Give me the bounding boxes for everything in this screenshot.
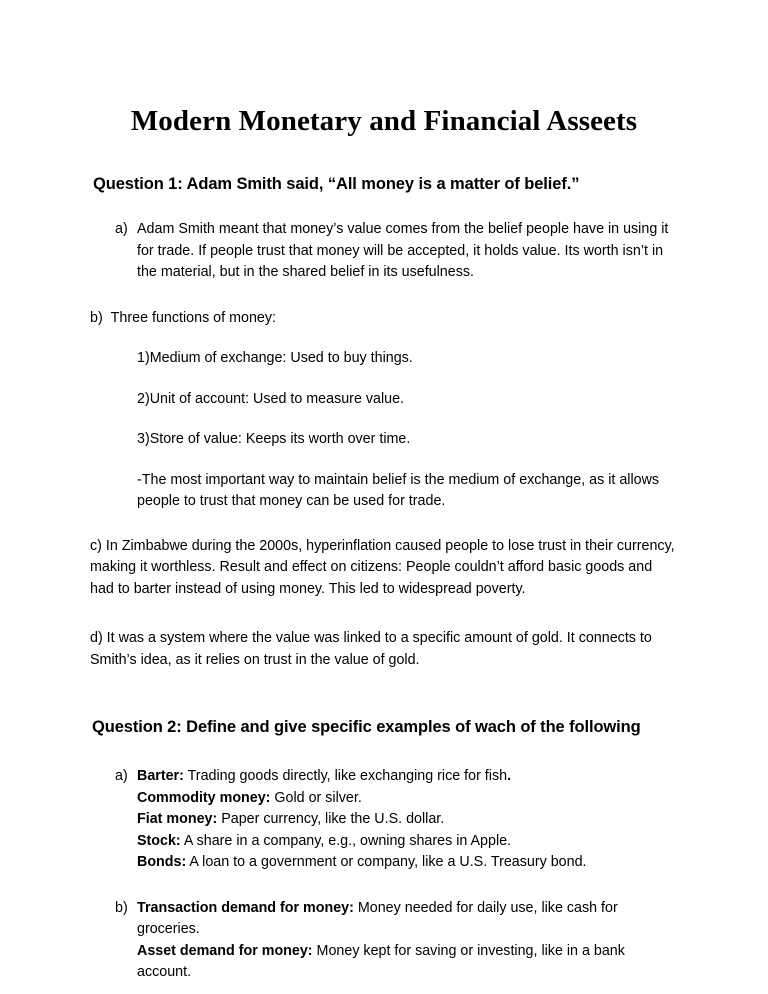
definition-term: Transaction demand for money: xyxy=(137,899,354,916)
list-marker-b: b) xyxy=(115,899,128,916)
definition-text: Money needed for daily use, like cash for groceries. xyxy=(137,899,618,937)
question-1-subitem-1: 1)Medium of exchange: Used to buy things. xyxy=(137,350,413,366)
definition-text: Paper currency, like the U.S. dollar. xyxy=(217,811,445,827)
question-1-item-b-text: Three functions of money: xyxy=(110,309,276,326)
definition-term: Barter: xyxy=(137,768,184,784)
definition-text: Money kept for saving or investing, like in a bank account. xyxy=(137,942,625,980)
question-1-item-a xyxy=(90,219,678,284)
definition-term: Asset demand for money: xyxy=(137,942,313,959)
definition-term: Commodity money: xyxy=(137,789,271,806)
definition-term: Stock: xyxy=(137,832,181,849)
definition-entry xyxy=(137,852,678,874)
question-1-subitem-2: 2)Unit of account: Used to measure value. xyxy=(137,390,405,407)
question-1-item-a-text: Adam Smith meant that money’s value comes from the belief people have in using it for trade. If people trust that money will be accepted, it holds value. Its worth isn’t in the material, but in the shared belief in its usefulness. xyxy=(137,221,669,280)
definition-term: Fiat money: xyxy=(137,811,218,827)
list-marker-a: a) xyxy=(115,768,128,784)
document-content xyxy=(90,0,678,984)
question-1-subitem-dash: -The most important way to maintain belief is the medium of exchange, as it allows people to trust that money can be used for trade. xyxy=(137,471,660,509)
question-1-item-d: d) It was a system where the value was linked to a specific amount of gold. It connects to Smith’s idea, as it relies on trust in the value of gold. xyxy=(90,630,652,668)
definition-list-b xyxy=(137,898,678,984)
question-1-subitem-3: 3)Store of value: Keeps its worth over time. xyxy=(137,431,411,447)
definition-entry xyxy=(137,788,678,810)
list-marker-b: b) xyxy=(90,309,103,326)
definition-entry xyxy=(137,809,678,831)
definition-entry xyxy=(137,766,678,788)
definition-entry xyxy=(137,941,678,984)
question-2-item-a xyxy=(90,766,678,874)
question-1-item-c: c) In Zimbabwe during the 2000s, hyperinflation caused people to lose trust in their currency, making it worthless. Result and effect on citizens: People couldn’t afford basic goods and had to barter instead of using money. This led to widespread poverty. xyxy=(90,537,675,597)
question-2-item-b xyxy=(90,898,678,984)
list-marker-a: a) xyxy=(115,221,128,237)
document-title: Modern Monetary and Financial Asseets xyxy=(130,105,638,137)
definition-text: Trading goods directly, like exchanging rice for fish xyxy=(183,768,508,784)
definition-text: A loan to a government or company, like a U.S. Treasury bond. xyxy=(186,854,587,870)
question-2-heading: Question 2: Define and give specific examples of wach of the following xyxy=(92,718,641,736)
definition-entry xyxy=(137,831,678,853)
question-1-item-b xyxy=(90,308,678,330)
definition-term: Bonds: xyxy=(137,854,187,870)
question-1-heading: Question 1: Adam Smith said, “All money is a matter of belief.” xyxy=(93,175,580,193)
definition-entry xyxy=(137,898,678,941)
definition-text: Gold or silver. xyxy=(270,789,362,806)
definition-text: A share in a company, e.g., owning shares in Apple. xyxy=(180,832,512,849)
definition-trailing-punctuation: . xyxy=(507,768,512,784)
definition-list-a xyxy=(137,766,678,874)
